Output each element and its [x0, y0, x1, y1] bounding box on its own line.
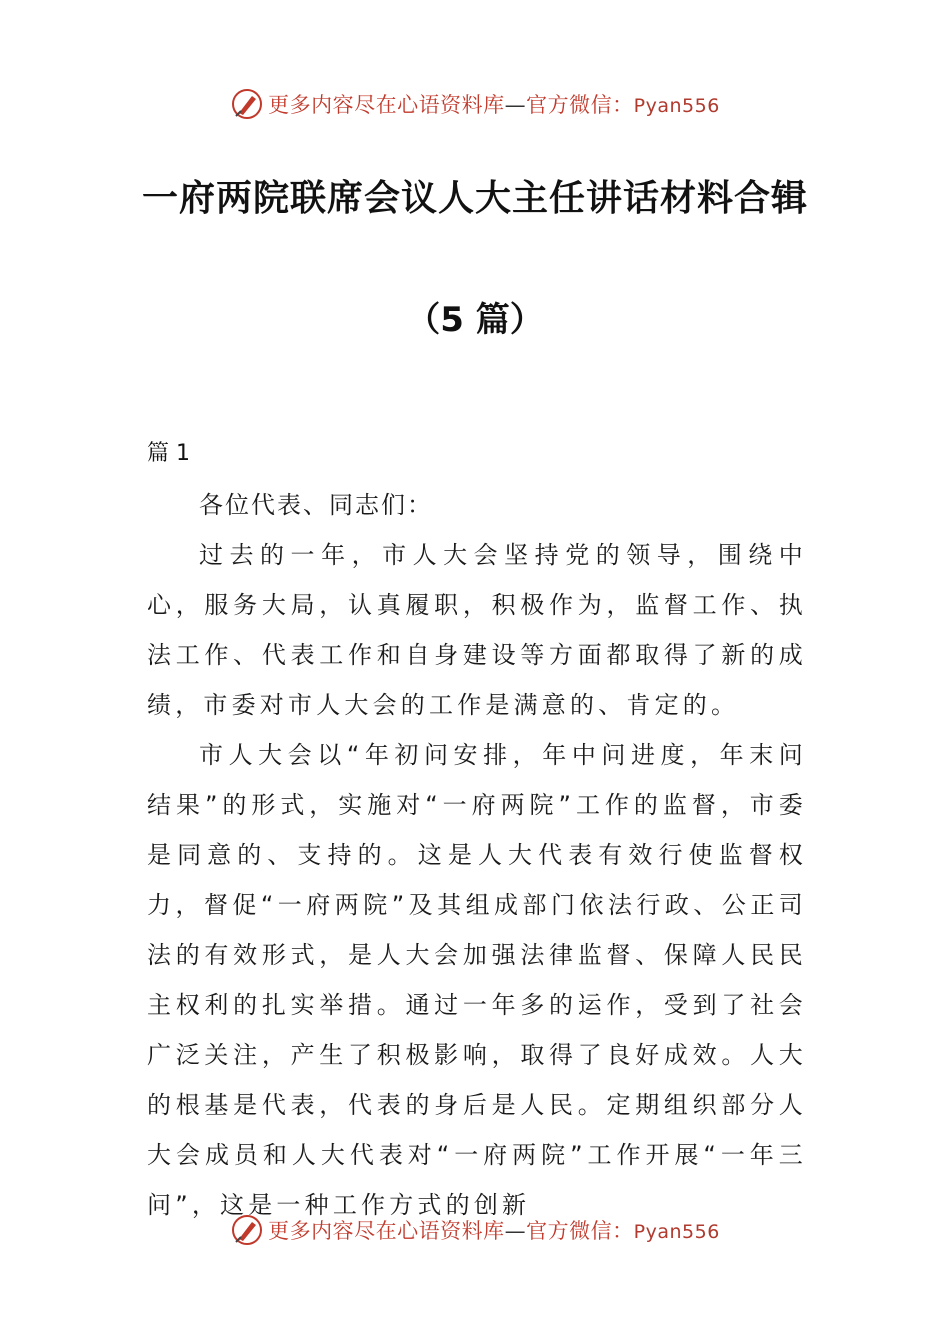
header-banner — [0, 82, 950, 126]
document-title: 一府两院联席会议人大主任讲话材料合辑 — [141, 178, 808, 219]
body-text — [147, 530, 807, 1230]
banner-brand: 更多内容尽在心语资料库 — [268, 93, 505, 117]
paragraph-2: 市人大会以“年初问安排，年中问进度，年末问结果”的形式，实施对“一府两院”工作的监督，市委是同意的、支持的。这是人大代表有效行使监督权力，督促“一府两院”及其组成部门依法行政、公正司法的有效形式，是人大会加强法律监督、保障人民民主权利的扎实举措。通过一年多的运作，受到了社会广泛关注，产生了积极影响，取得了良好成效。人大的根基是代表，代表的身后是人民。定期组织部分人大会成员和人大代表对“一府两院”工作开展“一年三问”，这是一种工作方式的创新 — [147, 741, 807, 1219]
banner-text — [268, 1215, 720, 1245]
footer-banner — [0, 1208, 950, 1252]
section-label: 篇 1 — [147, 441, 190, 466]
banner-dash: — — [504, 1219, 527, 1243]
banner-wechat-id: Pyan556 — [633, 1221, 720, 1243]
quill-logo-icon — [230, 87, 264, 121]
banner-text — [268, 89, 720, 119]
banner-wechat-label: 官方微信： — [526, 93, 634, 117]
document-subtitle: （5 篇） — [406, 300, 544, 340]
banner-dash: — — [504, 93, 527, 117]
quill-logo-icon — [230, 1213, 264, 1247]
banner-brand: 更多内容尽在心语资料库 — [268, 1219, 505, 1243]
banner-wechat-id: Pyan556 — [633, 95, 720, 117]
paragraph-1: 过去的一年，市人大会坚持党的领导，围绕中心，服务大局，认真履职，积极作为，监督工作、执法工作、代表工作和自身建设等方面都取得了新的成绩，市委对市人大会的工作是满意的、肯定的。 — [147, 541, 807, 719]
banner-wechat-label: 官方微信： — [526, 1219, 634, 1243]
greeting: 各位代表、同志们： — [199, 491, 433, 519]
